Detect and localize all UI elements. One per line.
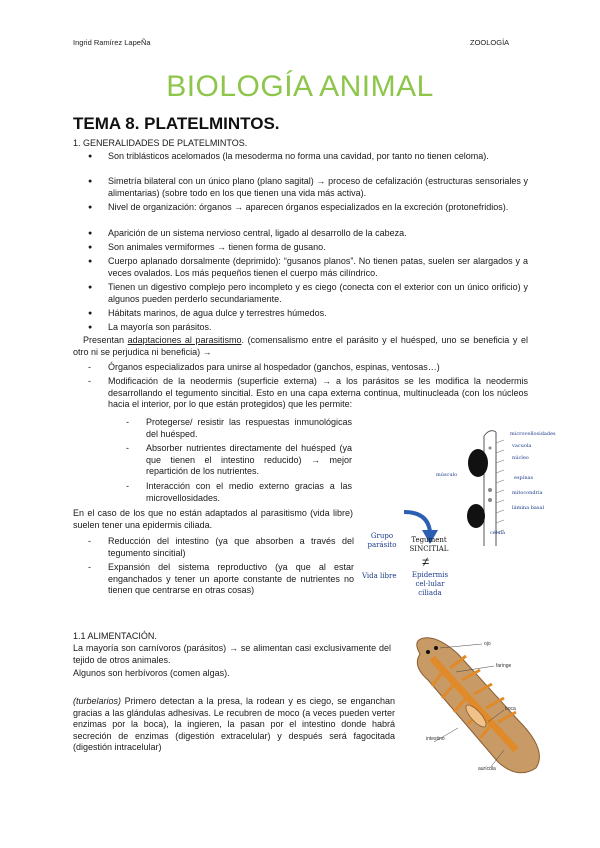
- list-item: - Modificación de la neodermis (superficie externa) → a los parásitos se les modifica la neodermis desarrollando el tegumento sincitial. Esto en una capa externa continua, multinucleada (con los núcleos hacia el interior, por lo que están protegidos) que les permite:: [108, 376, 528, 411]
- figure-label: microvellosidades: [510, 431, 556, 437]
- list-item: - Interacción con el medio externo gracias a las microvellosidades.: [146, 481, 352, 504]
- figure-label: músculo: [436, 472, 458, 478]
- list-item: ● Son animales vermiformes → tienen forma de gusano.: [108, 242, 528, 254]
- list-item: - Expansión del sistema reproductivo (ya que al estar enganchados y tener un aporte constante de nutrientes no tienen que centrarse en otras cosas): [108, 562, 354, 597]
- list-item: ● Cuerpo aplanado dorsalmente (deprimido): “gusanos planos”. No tienen patas, suelen ser alargados y a veces ovalados. Los más pequeños tienen el cuerpo más cilíndrico.: [108, 256, 528, 279]
- diagram-grupo-label: Grupo parásito: [367, 532, 397, 549]
- diagram-epidermis-label: Epidermis cel·lular ciliada: [411, 571, 449, 597]
- diagram-tegumento-label: Tegument SINCITIAL: [409, 536, 449, 553]
- underlined-term: adaptaciones al parasitismo: [127, 335, 242, 345]
- list-item: ● Hábitats marinos, de agua dulce y terrestres húmedos.: [108, 308, 528, 320]
- planaria-figure: [398, 630, 558, 780]
- list-item: ● Son triblásticos acelomados (la mesoderma no forma una cavidad, por tanto no tienen celoma).: [108, 151, 528, 163]
- figure-label: vacuola: [512, 443, 532, 449]
- para-text: . (comensalismo entre el parásito y el huésped, uno se beneficia y el otro ni se perjudica ni beneficia) →: [73, 335, 528, 357]
- para-text: Presentan: [83, 335, 128, 345]
- figure-label: boca: [505, 706, 516, 712]
- paragraph-herbivores: Algunos son herbívoros (comen algas).: [73, 668, 230, 678]
- figure-label: intestino: [426, 736, 445, 742]
- figure-label: célula: [490, 530, 506, 536]
- figure-label: núcleo: [512, 455, 529, 461]
- list-item: - Reducción del intestino (ya que absorben a través del tegumento sincitial): [108, 536, 354, 559]
- page-title: BIOLOGÍA ANIMAL: [166, 70, 434, 103]
- list-item: ● Aparición de un sistema nervioso central, ligado al desarrollo de la cabeza.: [108, 228, 528, 240]
- list-item: ● Simetría bilateral con un único plano (plano sagital) → proceso de cefalización (estructuras sensoriales y alimentarias) (sobre todo en los que tienen una vida más activa).: [108, 176, 528, 199]
- list-item: ● La mayoría son parásitos.: [108, 322, 528, 334]
- figure-label: mitocondria: [512, 490, 543, 496]
- figure-label: faringe: [496, 663, 512, 669]
- paragraph-feeding: [73, 696, 395, 754]
- section-title: 1.1 ALIMENTACIÓN.: [73, 631, 157, 641]
- list-item: - Absorber nutrientes directamente del huésped (ya que tienen el intestino reducido) → mejor repartición de los nutrientes.: [146, 443, 352, 478]
- paragraph-free-living: En el caso de los que no están adaptados al parasitismo (vida libre) suelen tener una epidermis ciliada.: [73, 508, 353, 530]
- figure-label: aurícula: [478, 766, 496, 772]
- list-item: - Protegerse/ resistir las respuestas inmunológicas del huésped.: [146, 417, 352, 440]
- list-item: - Órganos especializados para unirse al hospedador (ganchos, espinas, ventosas…): [108, 362, 528, 374]
- diagram-vida-libre-label: Vida libre: [362, 572, 397, 580]
- figure-label: espinas: [514, 475, 534, 481]
- paragraph-adaptations: [73, 335, 528, 358]
- section-title: 1. GENERALIDADES DE PLATELMINTOS.: [73, 138, 248, 148]
- list-item: ● Nivel de organización: órganos → aparecen órganos especializados en la excreción (protonefridios).: [108, 202, 528, 214]
- paragraph-diet: La mayoría son carnívoros (parásitos) → se alimentan casi exclusivamente del tejido de otros animales.: [73, 643, 391, 665]
- italic-term: (turbelarios): [73, 696, 122, 706]
- figure-label: ojo: [484, 641, 491, 647]
- header-subject: ZOOLOGÍA: [470, 38, 510, 47]
- header-author: Ingrid Ramírez LapeÑa: [73, 38, 151, 47]
- diagram-neq: ≠: [422, 554, 430, 569]
- topic-heading: TEMA 8. PLATELMINTOS.: [73, 114, 280, 133]
- figure-label: lámina basal: [512, 505, 545, 511]
- para-text: Primero detectan a la presa, la rodean y es ciego, se enganchan gracias a las glándulas adhesivas. Le recubren de moco (a veces pueden verter enzimas por la boca), la ingieren, la pasan por el intestino donde habrá secreción de enzimas (digestión extracelular) y después será fagocitada (digestión intracelular): [73, 696, 395, 753]
- list-item: ● Tienen un digestivo complejo pero incompleto y es ciego (conecta con el exterior con un único orificio) y algunos pueden perderlo secundariamente.: [108, 282, 528, 305]
